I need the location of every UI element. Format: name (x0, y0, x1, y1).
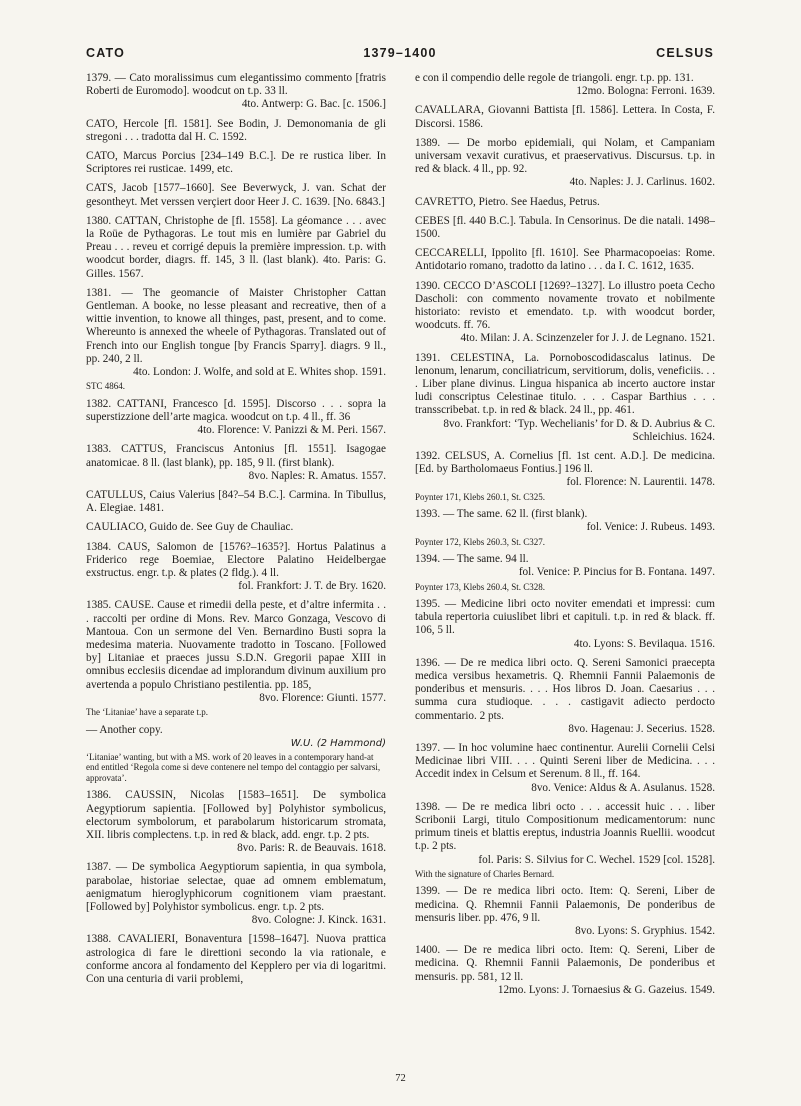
catalog-entry (415, 944, 715, 997)
entry-text: 1394. — The same. 94 ll. (415, 553, 529, 566)
catalog-entry (415, 104, 715, 130)
entry-imprint: 4to. London: J. Wolfe, and sold at E. Whites shop. 1591. (133, 366, 386, 379)
entry-note: Poynter 173, Klebs 260.4, St. C328. (415, 581, 546, 592)
handwritten-annotation: W.U. (2 Hammond) (290, 737, 386, 749)
catalog-entry (415, 553, 715, 592)
left-column (86, 72, 386, 992)
entry-text: CEBES [fl. 440 B.C.]. Tabula. In Censorinus. De die natali. 1498–1500. (415, 214, 715, 241)
catalog-entry (86, 118, 386, 144)
entry-text: 1397. — In hoc volumine haec continentur. Aurelii Cornelii Celsi Medicinae libri VIII. . . . Quinti Sereni liber de Medicina. . . . Accedit index in Celsum et Serenum. 8 ll., ff. 164. (415, 742, 715, 781)
catalog-entry (86, 724, 386, 784)
entry-text: 1383. CATTUS, Franciscus Antonius [fl. 1551]. Isagogae anatomicae. 8 ll. (last blank), pp. 185, 9 ll. (first blank). (86, 443, 386, 469)
entry-text: 1396. — De re medica libri octo. Q. Sereni Samonici praecepta medica versibus hexametris. Q. Rhemnii Fannii Palaemonis de ponderibus et mensuris. . . . Hos libros D. Joan. Caesarius . . . summa cura studioque. . . . castigavit adiecto perdocto commentario. 2 pts. (415, 656, 715, 722)
catalog-entry (86, 398, 386, 438)
entry-text: 1395. — Medicine libri octo noviter emendati et impressi: cum tabula repertoria cuiuslibet libri et capituli. t.p. in red & black. ff. 106, 5 ll. (415, 598, 715, 637)
entry-text: CATO, Hercole [fl. 1581]. See Bodin, J. Demonomania de gli stregoni . . . tradotta dal H. C. 1592. (86, 117, 386, 143)
entry-imprint: 4to. Naples: J. J. Carlinus. 1602. (569, 176, 715, 189)
catalog-entry (415, 352, 715, 444)
entry-text: 1391. CELESTINA, La. Pornoboscodidascalus latinus. De lenonum, lenarum, conciliatricum, servitiorum, dolis, veneficiis. . . . Liber plane divinus. Lingua hispanica ab incerto auctore instar ludi conscriptus Celestinae titulo. . . . Caspar Barthius . . . transscribebat. t.p. in red & black. 24 ll., pp. 461. (415, 351, 715, 417)
catalog-entry (86, 521, 386, 534)
entry-text: 1385. CAUSE. Cause et rimedii della peste, et d’altre infermita . . . raccolti per ordine di Mons. Rev. Marco Gonzaga, Vescovo di Mantoua. Con un sermone del Ven. Bernardino Busti sopra la medesima materia. Nuovamente tradotto in Toscano. [Followed by] Litaniae et praeces jussu S.D.N. Gregorii papae XIII in omnibus ecclesiis dicendae ad implorandum divinum auxilium pro avertenda a populo Christiano pestilentia. pp. 185, (86, 599, 386, 691)
catalog-entry (415, 657, 715, 736)
catalog-entry (415, 598, 715, 651)
catalog-entry (86, 861, 386, 927)
catalog-entry (86, 933, 386, 986)
catalog-entry (415, 742, 715, 795)
entry-note: Poynter 172, Klebs 260.3, St. C327. (415, 536, 546, 547)
entry-imprint: 12mo. Bologna: Ferroni. 1639. (576, 85, 715, 98)
header-right-term: CELSUS (656, 46, 714, 60)
entry-imprint: 8vo. Venice: Aldus & A. Asulanus. 1528. (531, 781, 715, 794)
entry-imprint: 4to. Lyons: S. Bevilaqua. 1516. (573, 637, 715, 650)
entry-text: CAVRETTO, Pietro. See Haedus, Petrus. (415, 195, 600, 208)
entry-imprint: 8vo. Lyons: S. Gryphius. 1542. (575, 924, 715, 937)
entry-imprint: fol. Frankfort: J. T. de Bry. 1620. (238, 580, 386, 593)
entry-text: 1382. CATTANI, Francesco [d. 1595]. Discorso . . . sopra la superstizzione dell’arte magica. woodcut on t.p. 4 ll., ff. 36 (86, 397, 386, 423)
entry-text: CAVALLARA, Giovanni Battista [fl. 1586]. Lettera. In Costa, F. Discorsi. 1586. (415, 104, 715, 130)
entry-text: 1389. — De morbo epidemiali, qui Nolam, et Campaniam universam vexavit curativus, et praeservativus. Discursus. t.p. in red & black. 4 ll., pp. 92. (415, 136, 715, 176)
catalog-entry (86, 215, 386, 281)
catalog-entry (415, 885, 715, 938)
catalog-entry (86, 489, 386, 515)
entry-imprint: 8vo. Florence: Giunti. 1577. (259, 691, 386, 704)
entry-text: 1381. — The geomancie of Maister Christopher Cattan Gentleman. A booke, no lesse pleasant and recreative, then of a wittie invention, to knowe all thinges, past, present, and to come. Whereunto is annexed the wheele of Pythagoras. Translated out of French into our English tongue [by Francis Sparry]. diagrs. 9 ll., pp. 240, 2 ll. (86, 286, 386, 365)
right-column (415, 72, 715, 1003)
entry-imprint: 8vo. Naples: R. Amatus. 1557. (248, 469, 386, 482)
catalog-entry (86, 150, 386, 176)
header-entry-range: 1379–1400 (363, 46, 437, 60)
entry-text: 1387. — De symbolica Aegyptiorum sapientia, in qua symbola, parabolae, historiae selectae, quae ad omnem emblematum, aenigmatum hieroglyphicorum cognitionem viam praestant. [Followed by] Polyhistor symbolicus. engr. t.p. 2 pts. (86, 861, 386, 914)
entry-imprint: fol. Paris: S. Silvius for C. Wechel. 1529 [col. 1528]. (478, 853, 715, 866)
entry-note: The ‘Litaniae’ have a separate t.p. (86, 707, 209, 718)
entry-note: Poynter 171, Klebs 260.1, St. C325. (415, 491, 546, 502)
entry-imprint: 8vo. Cologne: J. Kinck. 1631. (251, 914, 386, 927)
catalog-entry (415, 508, 715, 547)
entry-text: 1386. CAUSSIN, Nicolas [1583–1651]. De symbolica Aegyptiorum sapientia. [Followed by] Polyhistor symbolicus, electorum symbolorum, et parabolarum historicarum stromata, XII. libris complectens. t.p. in red & black, add. engr. t.p. 2 pts. (86, 789, 386, 842)
catalog-entry (415, 72, 715, 98)
entry-imprint: 12mo. Lyons: J. Tornaesius & G. Gazeius. 1549. (497, 983, 715, 996)
entry-imprint: 4to. Milan: J. A. Scinzenzeler for J. J. de Legnano. 1521. (460, 332, 715, 345)
entry-imprint: 4to. Antwerp: G. Bac. [c. 1506.] (241, 98, 386, 111)
catalog-entry (415, 450, 715, 502)
catalog-entry (86, 287, 386, 392)
catalog-entry (86, 789, 386, 855)
catalog-entry (86, 72, 386, 112)
entry-note: STC 4864. (86, 381, 126, 392)
entry-text: 1379. — Cato moralissimus cum elegantissimo commento [fratris Roberti de Euromodo]. woodcut on t.p. 33 ll. (86, 72, 386, 98)
entry-text: CATO, Marcus Porcius [234–149 B.C.]. De re rustica liber. In Scriptores rei rusticae. 1499, etc. (86, 150, 386, 176)
catalog-entry (415, 280, 715, 346)
page-number: 72 (395, 1073, 406, 1084)
entry-text: 1400. — De re medica libri octo. Item: Q. Sereni, Liber de medicina. Q. Rhemnii Fannii Palaemonis, De ponderibus et mensuris. pp. 581, 12 ll. (415, 944, 715, 983)
entry-note: With the signature of Charles Bernard. (415, 868, 555, 879)
entry-imprint: 4to. Florence: V. Panizzi & M. Peri. 1567. (197, 424, 386, 437)
entry-text: 1398. — De re medica libri octo . . . accessit huic . . . liber Scribonii Largi, titulo Compositionum medicamentorum: nunc primum tineis et blattis ereptus, industria Joannis Ruellii. woodcut t.p. 2 pts. (415, 800, 715, 853)
entry-text: 1380. CATTAN, Christophe de [fl. 1558]. La géomance . . . avec la Roüe de Pythagoras. Le tout mis en lumière par Gabriel du Preau . . . reveu et corrigé depuis la première impression. t.p. with woodcut border, diagrs. ff. 145, 3 ll. (last blank). 4to. Paris: G. Gilles. 1567. (86, 214, 386, 280)
header-left-term: CATO (86, 46, 126, 60)
catalog-entry (415, 215, 715, 241)
entry-imprint: 8vo. Paris: R. de Beauvais. 1618. (237, 842, 386, 855)
catalog-entry (86, 443, 386, 483)
entry-text: 1392. CELSUS, A. Cornelius [fl. 1st cent. A.D.]. De medicina. [Ed. by Bartholomaeus Fontius.] 196 ll. (415, 450, 715, 476)
entry-text: CATS, Jacob [1577–1660]. See Beverwyck, J. van. Schat der gesontheyt. Met verssen verçiert door Heer J. C. 1639. [No. 6843.] (86, 182, 386, 208)
entry-note: ‘Litaniae’ wanting, but with a MS. work of 20 leaves in a contemporary hand-at end entitled ‘Regola come si deve contenere nel tempo del contaggio per salvarsi, approvata’. (86, 751, 381, 783)
entry-imprint: 8vo. Hagenau: J. Secerius. 1528. (568, 722, 715, 735)
entry-text: 1393. — The same. 62 ll. (first blank). (415, 508, 588, 521)
entry-imprint: 8vo. Frankfort: ‘Typ. Wechelianis’ for D. & D. Aubrius & C. Schleichius. 1624. (443, 417, 715, 443)
catalog-entry (415, 247, 715, 273)
entry-imprint: fol. Venice: J. Rubeus. 1493. (586, 521, 715, 534)
catalog-entry (415, 801, 715, 880)
entry-text: 1390. CECCO D’ASCOLI [1269?–1327]. Lo illustro poeta Cecho Dascholi: con commento novamente trovato et nobilmente historiato: revisto et emendato. t.p. with woodcut border, woodcuts. ff. 76. (415, 279, 715, 332)
entry-imprint: fol. Florence: N. Laurentii. 1478. (566, 476, 715, 489)
entry-text: e con il compendio delle regole de triangoli. engr. t.p. pp. 131. (415, 72, 694, 84)
entry-text: CAULIACO, Guido de. See Guy de Chauliac. (86, 521, 294, 534)
entry-text: 1399. — De re medica libri octo. Item: Q. Sereni, Liber de medicina. Q. Rhemnii Fannii Palaemonis, De ponderibus de mensuris liber. pp. 476, 9 ll. (415, 885, 715, 924)
entry-imprint: fol. Venice: P. Pincius for B. Fontana. 1497. (518, 566, 715, 579)
catalog-entry (415, 137, 715, 190)
catalog-entry (86, 182, 386, 208)
running-header (86, 46, 714, 64)
entry-text: 1388. CAVALIERI, Bonaventura [1598–1647]. Nuova prattica astrologica di fare le direttioni secondo la via rationale, e conforme ancora al fondamento del Kepplero per via di logaritmi. Con una centuria di varii problemi, (86, 933, 386, 986)
entry-text: 1384. CAUS, Salomon de [1576?–1635?]. Hortus Palatinus a Friderico rege Boemiae, Electore Palatino Heidelbergae exstructus. engr. t.p. & plates (2 fldg.). 4 ll. (86, 540, 386, 579)
entry-text: — Another copy. (86, 723, 163, 736)
entry-text: CATULLUS, Caius Valerius [84?–54 B.C.]. Carmina. In Tibullus, A. Elegiae. 1481. (86, 488, 386, 515)
catalog-entry (86, 599, 386, 717)
catalog-entry (86, 541, 386, 594)
entry-text: CECCARELLI, Ippolito [fl. 1610]. See Pharmacopoeias: Rome. Antidotario romano, tradotto da latino . . . da I. C. 1612, 1635. (415, 247, 715, 273)
catalog-entry (415, 196, 715, 209)
